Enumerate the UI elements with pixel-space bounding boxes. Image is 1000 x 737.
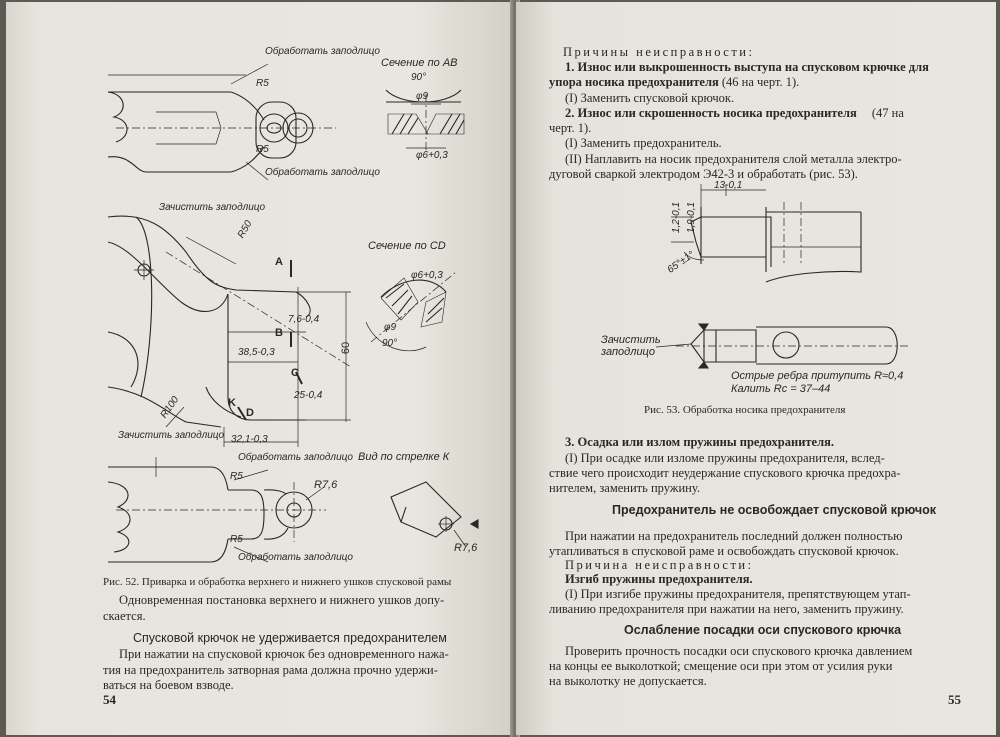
item2-fix1: (I) Заменить предохранитель. (565, 136, 722, 150)
label-cd-90: 90° (382, 338, 398, 349)
label-obrabotat-4: Обработать заподлицо (238, 552, 353, 563)
page-number-left: 54 (103, 692, 116, 707)
item1-fix: (I) Заменить спусковой крючок. (565, 91, 735, 105)
label-mark-a: A (275, 256, 283, 268)
label-r7-6-a: R7,6 (314, 479, 338, 491)
right-page (516, 2, 996, 735)
label-section-ab: Сечение по АВ (381, 57, 458, 69)
figure-53-caption: Рис. 53. Обработка носика предохранителя (644, 404, 846, 416)
label-obrabotat-1: Обработать заподлицо (265, 46, 380, 57)
item3-bold: 3. Осадка или излом пружины предохранителя. (565, 435, 834, 449)
label-r5-mid: R5 (256, 144, 269, 155)
fig53-angle: 65°±1° (665, 249, 697, 276)
label-r5-b1: R5 (230, 471, 243, 482)
label-section-cd: Сечение по СD (368, 240, 446, 252)
para3-line1: При нажатии на предохранитель последний должен полностью (565, 529, 903, 543)
label-mark-b: B (275, 327, 283, 339)
para1-line2: скается. (103, 609, 146, 623)
label-r5-top: R5 (256, 78, 269, 89)
label-view-k: Вид по стрелке К (358, 451, 450, 463)
label-obrabotat-3: Обработать заподлицо (238, 452, 353, 463)
label-mark-d: D (246, 407, 254, 419)
label-r50: R50 (235, 218, 255, 241)
heading3: Ослабление посадки оси спускового крючка (624, 623, 902, 637)
para4-line2: на концы ее выколоткой; смещение оси при этом от усилия руки (549, 659, 893, 673)
label-zachistit-2: Зачистить заподлицо (118, 430, 225, 441)
item3-line2: ствие чего происходит неудержание спускового крючка предохра- (549, 466, 901, 480)
label-dim-60: 60 (340, 341, 353, 355)
left-page (6, 2, 514, 735)
item3-line3: нителем, заменить пружину. (549, 481, 700, 495)
item2-ref-a: (47 на (871, 106, 904, 120)
figure-52-drawing (6, 2, 514, 735)
label-mark-c: C (291, 367, 299, 379)
label-zachistit-1: Зачистить заподлицо (159, 202, 266, 213)
label-ab-phi6: φ6+0,3 (416, 150, 448, 161)
fig53-dim-1-9: 1,9-0,1 (686, 201, 698, 234)
item2-bold: 2. Износ или скрошенность носика предохранителя (565, 106, 857, 120)
cause-heading: Причина неисправности: (565, 558, 754, 572)
para4-line1: Проверить прочность посадки оси спускового крючка давлением (565, 644, 913, 658)
item1-bold-line1: 1. Износ или выкрошенность выступа на спусковом крючке для (565, 60, 929, 74)
para2-line1: При нажатии на спусковой крючок без одновременного нажа- (119, 647, 449, 661)
para3-line2: утапливаться в спусковой раме и освобождать спусковой крючок. (549, 544, 899, 558)
para2-line3: ваться на боевом взводе. (103, 678, 234, 692)
item1-bold-line2: упора носика предохранителя (549, 75, 719, 89)
fig53-dim-13: 13-0,1 (714, 180, 743, 191)
label-r5-b2: R5 (230, 534, 243, 545)
item2-ref-b: черт. 1). (549, 121, 592, 135)
label-ab-90: 90° (411, 72, 427, 83)
para2-line2: тия на предохранитель затворная рама должна прочно удержи- (103, 663, 438, 677)
causes-heading: Причины неисправности: (563, 45, 755, 59)
item2-fix2-line1: (II) Наплавить на носик предохранителя слой металла электро- (565, 152, 902, 166)
para1-line1: Одновременная постановка верхнего и нижнего ушков допу- (119, 593, 445, 607)
section-heading: Спусковой крючок не удерживается предохранителем (133, 631, 447, 645)
label-r100: R100 (158, 394, 182, 421)
cause-line2: ливанию предохранителя при нажатии на него, заменить пружину. (549, 602, 904, 616)
label-dim-32-1: 32,1-0,3 (231, 434, 268, 445)
label-ab-phi9: φ9 (416, 91, 429, 102)
fig53-zachistit: Зачистить заподлицо (601, 334, 661, 358)
cause-bold: Изгиб пружины предохранителя. (565, 572, 753, 586)
cause-line1: (I) При изгибе пружины предохранителя, препятствующем утап- (565, 587, 911, 601)
heading2: Предохранитель не освобождает спусковой крючок (612, 503, 937, 517)
figure-52-caption: Рис. 52. Приварка и обработка верхнего и нижнего ушков спусковой рамы (103, 576, 452, 588)
label-obrabotat-2: Обработать заподлицо (265, 167, 380, 178)
label-mark-k: K (228, 397, 236, 409)
fig53-note1: Острые ребра притупить R≈0,4 (731, 370, 904, 382)
fig53-note2: Калить Rc = 37–44 (731, 383, 831, 395)
para4-line3: на выколотку не допускается. (549, 674, 707, 688)
item3-line1: (I) При осадке или изломе пружины предохранителя, вслед- (565, 451, 885, 465)
item1-ref: (46 на черт. 1). (721, 75, 800, 89)
label-dim-7-6: 7,6-0,4 (288, 314, 320, 325)
fig53-dim-1-2: 1,2-0,1 (671, 201, 683, 234)
label-r7-6-b: R7,6 (454, 542, 478, 554)
label-dim-25: 25-0,4 (294, 390, 323, 401)
label-cd-phi6: φ6+0,3 (411, 270, 443, 281)
page-number-right: 55 (948, 692, 961, 707)
label-dim-38-5: 38,5-0,3 (238, 347, 275, 358)
label-cd-phi9: φ9 (384, 322, 397, 333)
item2-fix2-line2: дуговой сваркой электродом Э42-3 и обработать (рис. 53). (549, 167, 858, 181)
